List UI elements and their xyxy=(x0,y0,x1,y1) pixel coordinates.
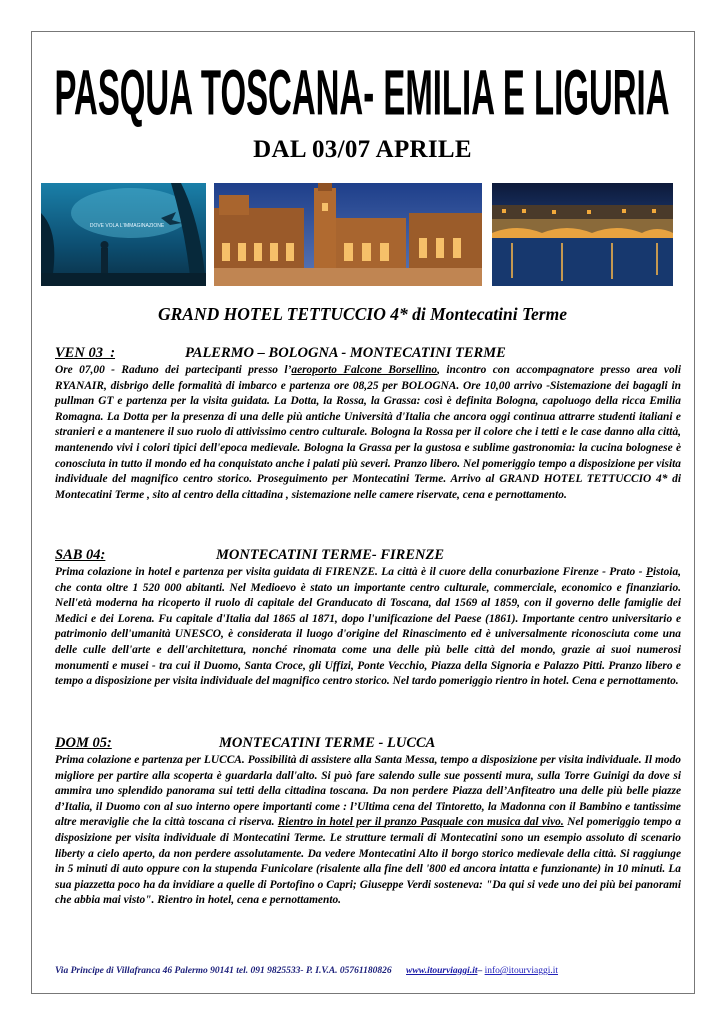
day-section-dom05 xyxy=(55,735,681,909)
day-text: istoia, che conta oltre 1 520 000 abitanti. Nel Medioevo è stato un importante centro culturale, commerciale, economico e finanziario. Nell'età moderna ha ricoperto il ruolo di capitale del Granducato di Toscana, dal 1569 al 1859, con il governo delle famiglie dei Medici e dei Lorena. Fu capitale d'Italia dal 1865 al 1871, dopo l'unificazione del Paese (1861). Importante centro universitario e patrimonio dell'umanità UNESCO, è considerata il luogo d'origine del Rinascimento ed è universalmente riconosciuta come una delle culle dell'arte e dell'architettura, nonché rinomata come una delle più belle città del mondo, grazie ai suoi numerosi monumenti e musei - tra cui il Duomo, Santa Croce, gli Uffizi, Ponte Vecchio, Piazza della Signoria e Palazzo Pitti. Pranzo libero e tempo a disposizione per visita individuale del magnifico centro storico. Nel tardo pomeriggio rientro in hotel. Cena e pernottamento. xyxy=(55,566,681,688)
day-section-ven03 xyxy=(55,345,681,503)
acquario-photo xyxy=(41,183,206,286)
day-text-underlined: aeroporto Falcone Borsellino xyxy=(291,364,438,376)
day-text: Prima colazione in hotel e partenza per visita guidata di FIRENZE. La città è il cuore della conurbazione Firenze - Prato - xyxy=(55,566,646,578)
hotel-name: GRAND HOTEL TETTUCCIO 4* di Montecatini Terme xyxy=(158,304,567,324)
footer-address: Via Principe di Villafranca 46 Palermo 90141 tel. 091 9825533- P. I.V.A. 05761180826 xyxy=(55,966,392,976)
page-title xyxy=(50,52,675,127)
day-text-underlined: pranzo Pasquale con musica dal vivo. xyxy=(384,816,564,829)
day-label: SAB 04: xyxy=(55,547,106,563)
day-text: Prima colazione e partenza per LUCCA. Possibilità di assistere alla Santa Messa, tempo a disposizione per visita individuale. Il modo migliore per partire alla scoperta è guardarla dall'alto. Si può fare salendo sulle sue possenti mura, sulla Torre Guinigi da dove si ammira uno splendido panorama sui tetti della cittadina toscana. Da non perdere Piazza dell’Anfiteatro una delle più belle piazze d’Italia, il Duomo con al suo interno opere importanti come : l’Ultima cena del Tintoretto, la Madonna con il Bambino e tantissime altre meraviglie che la città toscana ci riserva. xyxy=(55,754,681,829)
day-text: Nel pomeriggio tempo a disposizione per visita individuale di Montecatini Terme. Le strutture termali di Montecatini sono un esempio assoluto di scenario liberty a cielo aperto, da non perdere assolutamente. Da vedere Montecatini Alto il borgo storico medievale della città. Si raggiunge in 5 minuti di auto oppure con la stupenda Funicolare (risalente alla fine dell '800 ed ancora intatta e funzionante) in 10 minuti. La sua piazzetta poco ha da invidiare a quelle di Portofino o Capri; Giuseppe Verdi sosteneva: "Da qui si vede uno dei più bei panorami che abbia mai visto". Rientro in hotel, cena e pernottamento. xyxy=(55,816,681,907)
tour-dates: DAL 03/07 APRILE xyxy=(253,136,472,163)
acquario-caption: DOVE VOLA L'IMMAGINAZIONE xyxy=(89,223,165,229)
day-label: DOM 05: xyxy=(55,735,112,751)
day-route: MONTECATINI TERME - LUCCA xyxy=(219,735,436,751)
day-description xyxy=(55,565,681,690)
day-text: , incontro con accompagnatore presso area voli RYANAIR, disbrigo delle formalità di imbarco e partenza ore 08,25 per BOLOGNA. Ore 10,00 arrivo -Sistemazione dei bagagli in pullman GT e partenza per la visita guidata. La Dotta, la Rossa, la Grassa: così è definita Bologna, capoluogo della ricca Emilia Romagna. La Dotta per la presenza di una delle più antiche Università d'Italia che ancora oggi continua attrarre studenti italiani e stranieri e a mantenere il suo ruolo di attivissimo centro culturale. Bologna la Rossa per il colore che i tetti e le case danno alla città, mantenendo vivi i colori tipici dell'epoca medievale. Bologna la Grassa per la gustosa e sublime gastronomia: la cucina bolognese è conosciuta in tutto il mondo ed ha conquistato anche i palati più severi. Pranzo libero. Nel pomeriggio tempo a disposizione per visita individuale del magnifico centro storico. Proseguimento per Montecatini Terme. Arrivo al GRAND HOTEL TETTUCCIO 4* di Montecatini Terme , sito al centro della cittadina , sistemazione nelle camere riservate, cena e pernottamento. xyxy=(55,364,681,501)
website-link[interactable]: www.itourviaggi.it xyxy=(406,966,478,976)
day-label: VEN 03 : xyxy=(55,345,116,361)
day-route: PALERMO – BOLOGNA - MONTECATINI TERME xyxy=(185,345,506,361)
title-text: PASQUA TOSCANA- EMILIA E LIGURIA xyxy=(54,56,670,127)
day-header xyxy=(55,345,681,362)
day-section-sab04 xyxy=(55,547,681,690)
footer xyxy=(55,966,558,976)
day-text: Ore 07,00 - Raduno dei partecipanti presso l’ xyxy=(55,364,292,376)
day-header xyxy=(55,735,681,752)
day-route: MONTECATINI TERME- FIRENZE xyxy=(216,547,445,563)
day-header xyxy=(55,547,681,564)
day-text-underlined: Rientro in hotel per il xyxy=(277,816,385,829)
day-description xyxy=(55,753,681,909)
footer-separator: – xyxy=(477,966,483,976)
bologna-piazza-photo xyxy=(214,183,482,286)
day-text-underlined: P xyxy=(645,566,653,578)
email-link[interactable]: info@itourviaggi.it xyxy=(484,966,559,976)
day-description xyxy=(55,363,681,503)
firenze-ponte-vecchio-photo xyxy=(492,183,673,286)
